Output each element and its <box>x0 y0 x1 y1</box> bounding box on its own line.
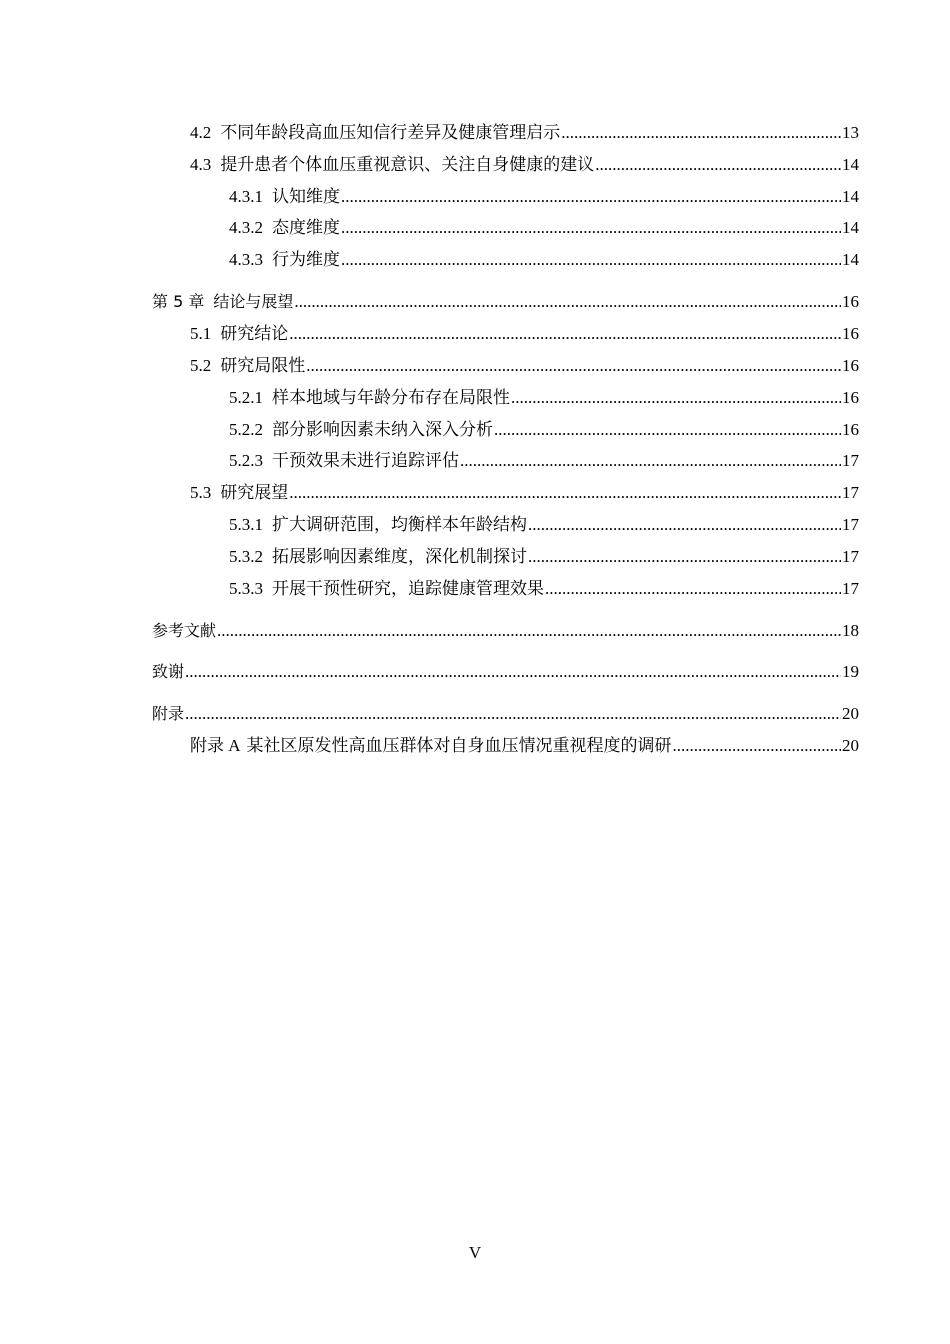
toc-dot-leader <box>528 514 841 536</box>
toc-entry-page: 14 <box>842 250 859 269</box>
toc-entry-page: 16 <box>842 292 859 311</box>
toc-dot-leader <box>185 661 841 683</box>
toc-entry-number: 4.3.2 <box>229 218 263 237</box>
toc-entry-5-1[interactable] <box>190 323 859 345</box>
toc-entry-title: 某社区原发性高血压群体对自身血压情况重视程度的调研 <box>246 736 672 755</box>
toc-entry-page: 16 <box>842 420 859 439</box>
toc-entry-page: 17 <box>842 579 859 598</box>
toc-entry-5-3[interactable] <box>190 482 859 504</box>
toc-dot-leader <box>289 323 841 345</box>
toc-entry-chapter-5[interactable] <box>152 291 859 313</box>
toc-entry-4-2[interactable] <box>190 122 859 144</box>
toc-entry-page: 17 <box>842 547 859 566</box>
toc-entry-title: 干预效果未进行追踪评估 <box>272 451 459 470</box>
toc-entry-title: 样本地域与年龄分布存在局限性 <box>272 388 510 407</box>
toc-dot-leader <box>561 122 841 144</box>
toc-entry-number: 5.3.1 <box>229 515 263 534</box>
toc-entry-page: 14 <box>842 218 859 237</box>
toc-entry-5-3-3[interactable] <box>229 578 859 600</box>
toc-entry-number: 5.2.2 <box>229 420 263 439</box>
toc-dot-leader <box>511 387 841 409</box>
toc-dot-leader <box>673 735 841 757</box>
toc-entry-title: 拓展影响因素维度，深化机制探讨 <box>272 547 527 566</box>
toc-dot-leader <box>528 546 841 568</box>
toc-entry-page: 16 <box>842 356 859 375</box>
toc-dot-leader <box>217 620 841 642</box>
toc-entry-number: 附录 A <box>190 736 241 755</box>
toc-entry-5-2-3[interactable] <box>229 450 859 472</box>
toc-entry-5-2-2[interactable] <box>229 419 859 441</box>
toc-entry-page: 17 <box>842 451 859 470</box>
toc-entry-title: 研究局限性 <box>220 356 306 375</box>
toc-entry-number: 5.3 <box>190 483 212 502</box>
toc-entry-4-3-1[interactable] <box>229 186 859 208</box>
toc-entry-references[interactable] <box>152 620 859 642</box>
toc-entry-number: 第 5 章 <box>152 292 205 311</box>
toc-entry-number: 4.3.3 <box>229 250 263 269</box>
toc-entry-5-2-1[interactable] <box>229 387 859 409</box>
toc-dot-leader <box>545 578 841 600</box>
toc-entry-number: 5.3.2 <box>229 547 263 566</box>
toc-entry-title: 开展干预性研究，追踪健康管理效果 <box>272 579 544 598</box>
toc-entry-number: 5.2 <box>190 356 212 375</box>
toc-entry-title: 提升患者个体血压重视意识、关注自身健康的建议 <box>220 155 595 174</box>
toc-entry-page: 17 <box>842 515 859 534</box>
toc-entry-5-3-1[interactable] <box>229 514 859 536</box>
toc-entry-page: 14 <box>842 155 859 174</box>
toc-dot-leader <box>185 703 841 725</box>
toc-entry-title: 扩大调研范围，均衡样本年龄结构 <box>272 515 527 534</box>
toc-entry-title: 部分影响因素未纳入深入分析 <box>272 420 493 439</box>
toc-entry-4-3[interactable] <box>190 154 859 176</box>
toc-entry-page: 13 <box>842 123 859 142</box>
toc-dot-leader <box>289 482 841 504</box>
toc-dot-leader <box>494 419 841 441</box>
toc-entry-acknowledgements[interactable] <box>152 661 859 683</box>
toc-dot-leader <box>341 217 841 239</box>
toc-entry-title: 态度维度 <box>272 218 340 237</box>
toc-entry-number: 5.2.1 <box>229 388 263 407</box>
toc-entry-title: 行为维度 <box>272 250 340 269</box>
toc-entry-appendix[interactable] <box>152 703 859 725</box>
toc-entry-number: 4.3.1 <box>229 187 263 206</box>
toc-entry-page: 20 <box>842 704 859 723</box>
toc-dot-leader <box>341 249 841 271</box>
toc-entry-page: 16 <box>842 324 859 343</box>
toc-entry-title: 研究结论 <box>220 324 289 343</box>
toc-entry-page: 14 <box>842 187 859 206</box>
toc-entry-page: 17 <box>842 483 859 502</box>
toc-entry-title: 参考文献 <box>152 621 217 640</box>
toc-entry-4-3-3[interactable] <box>229 249 859 271</box>
toc-entry-number: 4.3 <box>190 155 212 174</box>
toc-dot-leader <box>306 355 841 377</box>
toc-entry-4-3-2[interactable] <box>229 217 859 239</box>
toc-dot-leader <box>341 186 841 208</box>
toc-dot-leader <box>460 450 841 472</box>
toc-dot-leader <box>595 154 841 176</box>
toc-entry-title: 研究展望 <box>220 483 289 502</box>
toc-entry-number: 4.2 <box>190 123 212 142</box>
toc-entry-page: 16 <box>842 388 859 407</box>
toc-entry-title: 致谢 <box>152 662 185 681</box>
toc-entry-page: 20 <box>842 736 859 755</box>
page-number: V <box>468 1243 482 1262</box>
toc-entry-title: 认知维度 <box>272 187 340 206</box>
toc-entry-title: 附录 <box>152 704 185 723</box>
toc-entry-number: 5.1 <box>190 324 212 343</box>
toc-entry-5-3-2[interactable] <box>229 546 859 568</box>
toc-entry-page: 18 <box>842 621 859 640</box>
toc-entry-title: 结论与展望 <box>213 292 294 311</box>
toc-dot-leader <box>294 291 841 313</box>
toc-entry-number: 5.3.3 <box>229 579 263 598</box>
toc-entry-5-2[interactable] <box>190 355 859 377</box>
toc-entry-appendix-a[interactable] <box>190 735 859 757</box>
toc-entry-number: 5.2.3 <box>229 451 263 470</box>
toc-entry-page: 19 <box>842 662 859 681</box>
toc-entry-title: 不同年龄段高血压知信行差异及健康管理启示 <box>220 123 561 142</box>
